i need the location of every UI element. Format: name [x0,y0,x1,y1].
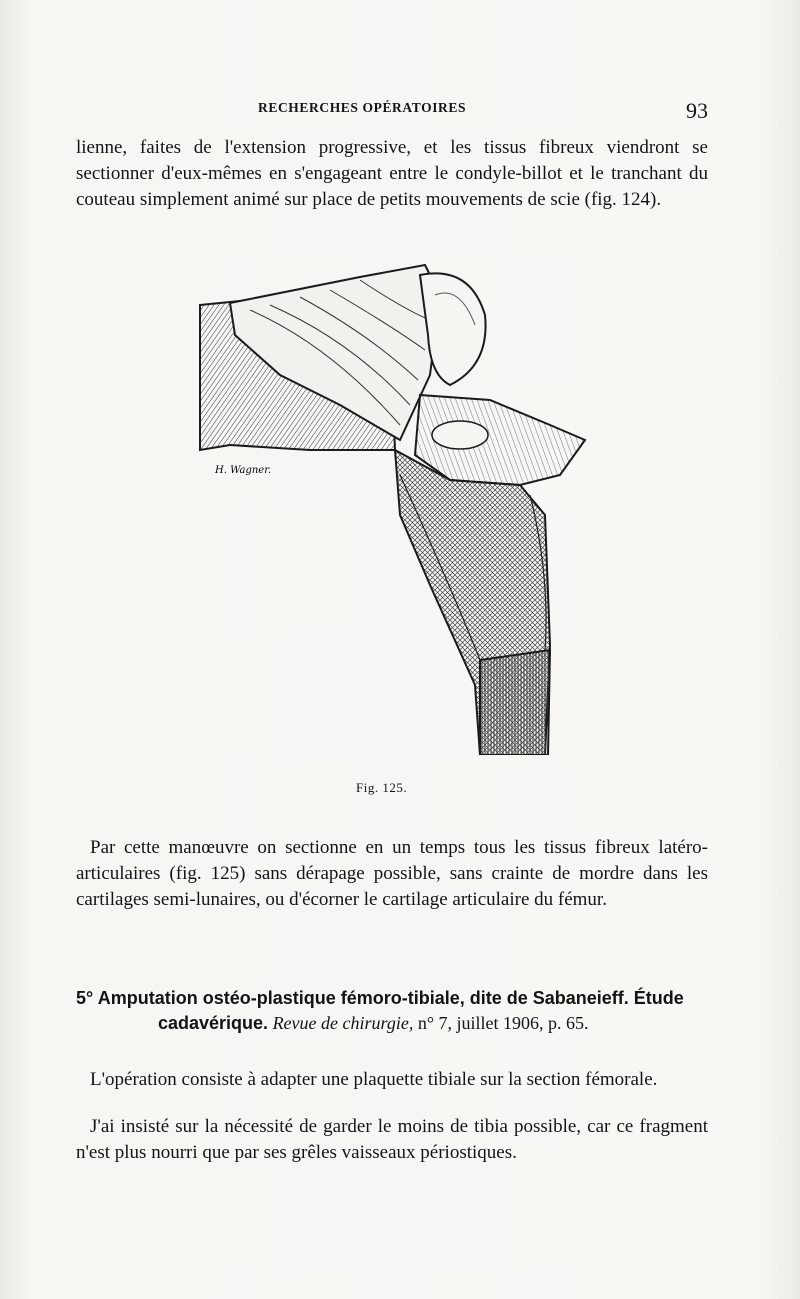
paragraph-body: Par cette manœuvre on sectionne en un temps tous les tissus fibreux latéro-articulaires (fig. 125) sans dérapage possible, sans crainte de mordre dans les cartilages semi-lunaires, ou d'écorner le cartilage articulaire du fémur. [76,837,708,910]
page-number: 93 [686,98,708,123]
journal-title: Revue de chirurgie, [272,1013,414,1033]
figure-125-illustration [190,255,600,755]
running-title: RECHERCHES OPÉRATOIRES [258,100,467,115]
engraver-signature: H. Wagner. [215,465,272,476]
knee-amputation-engraving [190,255,600,755]
citation-details: n° 7, juillet 1906, p. 65. [417,1013,589,1033]
paragraph-tibia: J'ai insisté sur la nécessité de garder le moins de tibia possible, car ce fragment n'est plus nourri que par ses grêles vaisseaux périostiques. [76,1116,708,1163]
paragraph-operation: L'opération consiste à adapter une plaquette tibiale sur la section fémorale. [90,1069,658,1090]
section-title-continued: cadavérique. [158,1013,269,1033]
section-title: Amputation ostéo-plastique fémoro-tibiale, dite de Sabaneieff. Étude [97,988,684,1008]
section-heading [76,986,716,1036]
section-heading-line-2 [76,1011,716,1036]
running-header [0,98,800,122]
section-number: 5° [76,988,94,1008]
figure-caption: Fig. 125. [356,780,408,795]
paragraph-continuation: lienne, faites de l'extension progressive, et les tissus fibreux viendront se sectionner d'eux-mêmes en s'engageant entre le condyle-billot et le tranchant du couteau simplement animé sur place de petits mouvements de scie (fig. 124). [76,137,708,210]
